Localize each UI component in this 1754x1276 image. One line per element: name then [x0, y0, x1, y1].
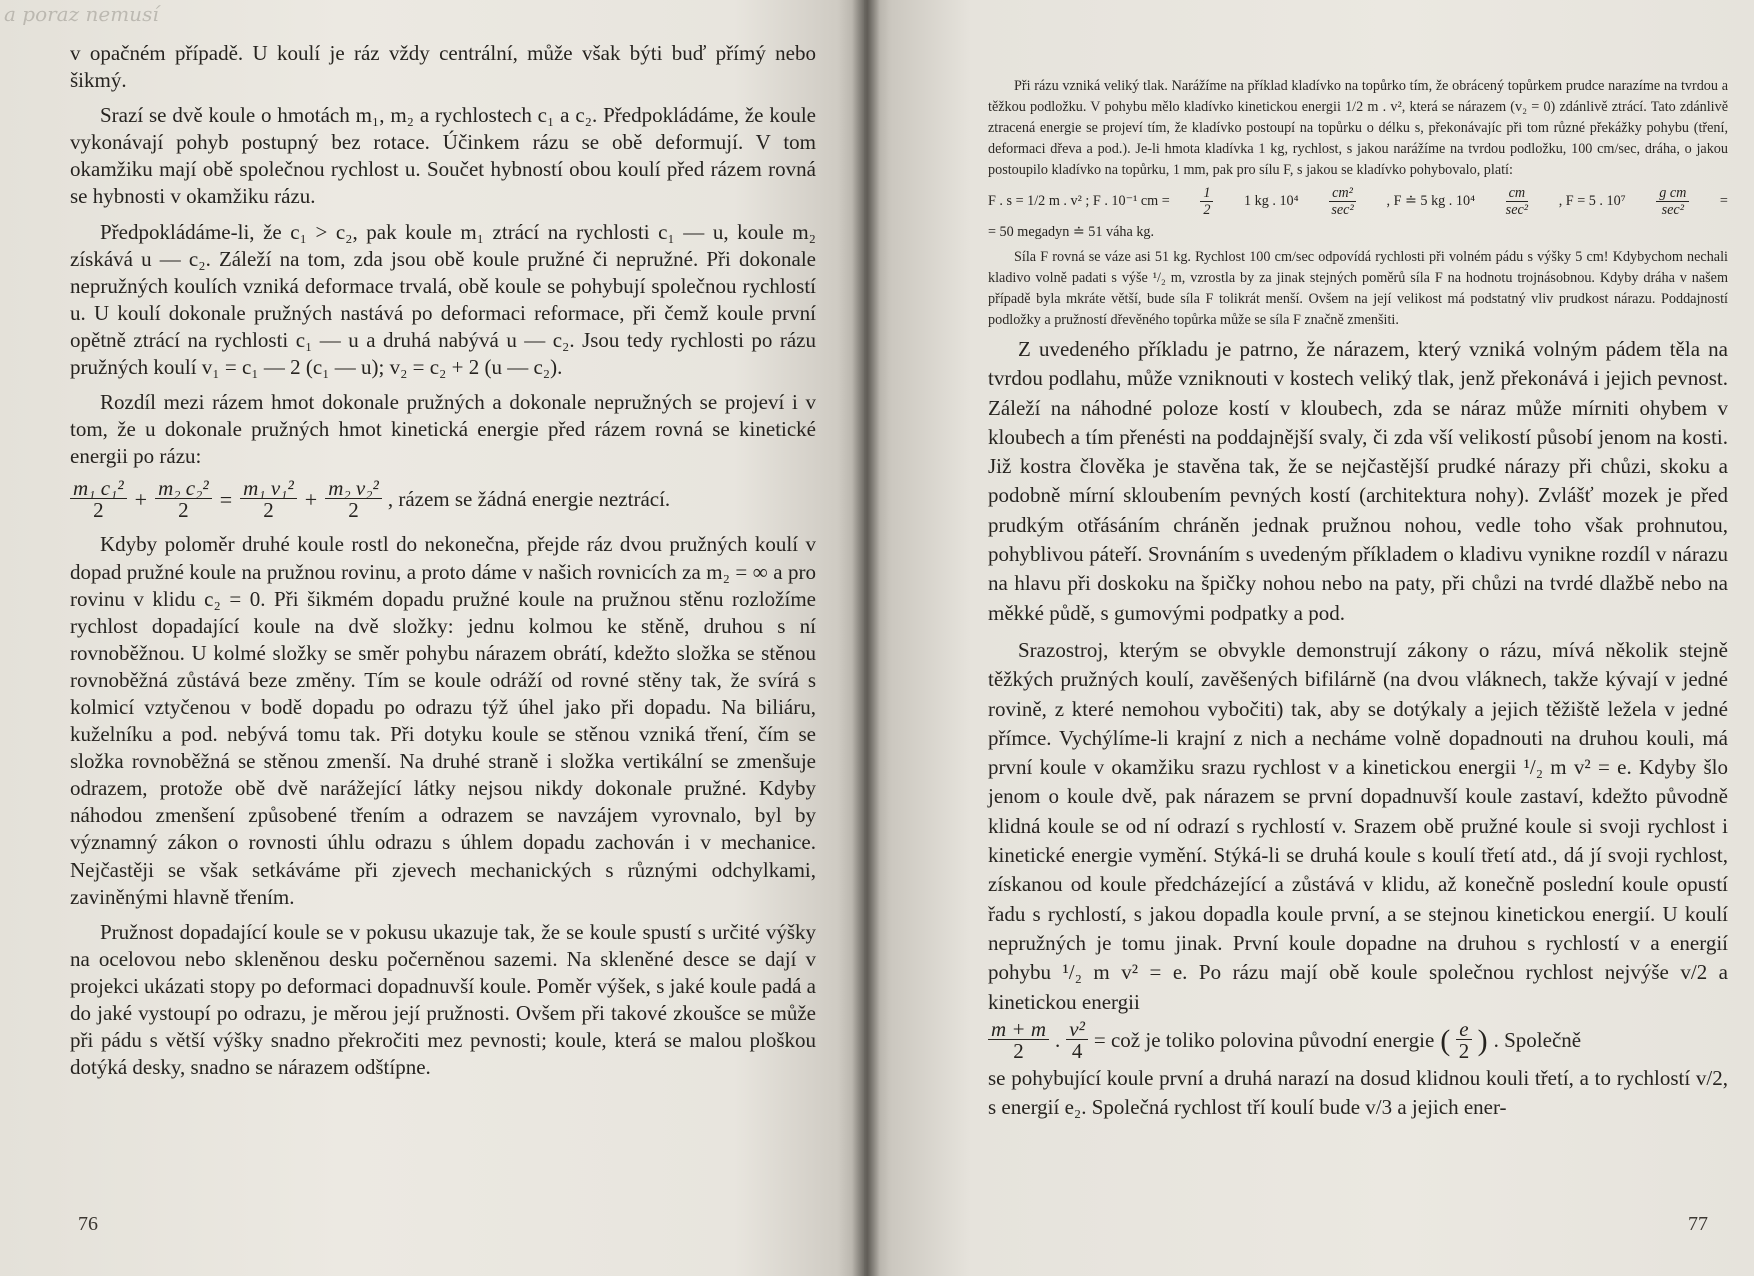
book-gutter — [852, 0, 880, 1276]
formula-term-4: $\frac{\text{m₂ v₂²}}{2}$ — [325, 478, 382, 521]
left-paragraph-1: v opačném případě. U koulí je ráz vždy centrální, může však býti buď přímý nebo šikmý. — [70, 41, 816, 93]
inelastic-energy-formula: $\frac{m + m}{2}$ . $\frac{\text{v²}}{4}$ = což je toliko polovina původní energie ( $\frac{e}{2}$ ) . Společně — [988, 1019, 1728, 1062]
right-page — [864, 0, 1754, 1276]
left-page — [0, 0, 864, 1276]
right-paragraph-3: se pohybující koule první a druhá narazí na dosud klidnou kouli třetí, a to rychlostí v/2, s energií e₂. Společná rychlost tří koulí bude v/3 a jejich ener- — [988, 1065, 1728, 1120]
hammer-force-formula: F . s = 1/2 m . v² ; F . 10⁻¹ cm = $\frac{1}{2}$ 1 kg . 10⁴ $\frac{\text{cm²}}{\text{sec²}}$ , F ≐ 5 kg . 10⁴ $\frac{cm}{\text{sec²}}$ , F = 5 . 10⁷ $\frac{\text{g cm}}{\text{sec²}}$ = — [988, 185, 1728, 218]
formula-trailing-text: , rázem se žádná energie neztrácí. — [387, 487, 671, 512]
formula-term-1: $\frac{\text{m₁ c₁²}}{2}$ — [70, 478, 127, 521]
formula-plus-1: + — [134, 487, 148, 513]
left-paragraph-6: Pružnost dopadající koule se v pokusu ukazuje tak, že se koule spustí s určité výšky na ocelovou nebo skleněnou desku počerněnou sazemi. Na skleněné desce se dají v projekci ukázati stopy po deformaci dopadnuvší koule. Poměr výšek, s jaké koule padá a do jaké vystoupí po odrazu, je měrou její pružnosti. Ovšem při takové zkoušce se může při pádu s větší výšky snadno překročiti mez pevnosti; koule, která se malou ploškou dotýká desky, snadno se nárazem odštípne. — [70, 919, 816, 1080]
left-paragraph-5: Kdyby poloměr druhé koule rostl do nekonečna, přejde ráz dvou pružných koulí v dopad pružné koule na pružnou rovinu, a proto dáme v našich rovnicích za m₂ = ∞ a pro rovinu v klidu c₂ = 0. Při šikmém dopadu pružné koule na pružnou stěnu rozložíme rychlost dopadající koule na dvě složky: jednu kolmou ke stěně, druhou s ní rovnoběžnou. U kolmé složky se směr pohybu nárazem obrátí, kdežto složka se stěnou rovnoběžná zůstává beze změny. Tím se koule odráží od rovné stěny tak, že svírá s kolmicí vztyčenou v bodě dopadu po odrazu týž úhel jako při dopadu. Na biliáru, kuželníku a pod. nebývá tomu tak. Při dotyku koule se stěnou vzniká tření, čím se složka rovnoběžná se stěnou zmenší. Na druhé straně i složka vertikální se zmenšuje odrazem, protože obě dvě narážející látky nejsou nikdy dokonale pružné. Kdyby náhodou zmenšení způsobené třením a odrazem se navzájem vyrovnalo, byl by významný zákon o rovnosti úhlu odrazu s úhlem dopadu zachován i v mechanice. Nejčastěji se však setkáváme při zjevech mechanických s různými odchylkami, zaviněnými hlavně třením. — [70, 532, 816, 909]
formula-equals: = — [219, 487, 233, 513]
small-paragraph-2: Síla F rovná se váze asi 51 kg. Rychlost 100 cm/sec odpovídá rychlosti při volném pádu s výšky 5 cm! Kdybychom nechali kladivo volně padati s výše ¹/₂ m, vzrostla by za jinak stejných poměrů síla F na hodnotu trojnásobnou. Kdyby dráha v našem případě byla mkráte větší, bude síla F tolikrát menší. Ovšem na její velikost má podstatný vliv prudkost nárazu. Poddajností podložky a pružností dřevěného topůrka může se síla F značně zmenšiti. — [988, 249, 1728, 328]
hammer-force-result: = 50 megadyn ≐ 51 váha kg. — [988, 224, 1155, 240]
page-number-left: 76 — [78, 1213, 98, 1235]
left-paragraph-4: Rozdíl mezi rázem hmot dokonale pružných a dokonale nepružných se projeví i v tom, že u dokonale pružných hmot kinetická energie před rázem rovná se kinetické energii po rázu: — [70, 390, 816, 469]
page-number-right: 77 — [1688, 1213, 1708, 1235]
pencil-scribble: a poraz nemusí — [4, 2, 159, 26]
formula-plus-2: + — [304, 487, 318, 513]
left-paragraph-3: Předpokládáme-li, že c₁ > c₂, pak koule m₁ ztrácí na rychlosti c₁ — u, koule m₂ získává u — c₂. Záleží na tom, zda jsou obě koule pružné či nepružné. Při dokonale nepružných koulích vzniká deformace trvalá, obě koule se pohybují společnou rychlostí u. U koulí dokonale pružných nastává po deformaci reformace, při čemž koule první opětně ztrácí na rychlosti c₁ — u a druhá nabývá u — c₂. Jsou tedy rychlosti po rázu pružných koulí v₁ = c₁ — 2 (c₁ — u); v₂ = c₂ + 2 (u — c₂). — [70, 219, 816, 380]
right-paragraph-2: Srazostroj, kterým se obvykle demonstrují zákony o rázu, mívá několik stejně těžkých pružných koulí, zavěšených bifilárně (na dvou vláknech, takže kývají v jedné rovině, z které nemohou vybočiti) tak, aby se dotýkaly a jejich těžiště ležela v jedné přímce. Vychýlíme-li krajní z nich a necháme volně dopadnouti na druhou kouli, má první koule v okamžiku srazu rychlost v a kinetickou energii ¹/₂ m v² = e. Kdyby šlo jenom o koule dvě, pak nárazem se první dopadnuvší koule zastaví, kdežto původně klidná koule se od ní odrazí s rychlostí v. Srazem obě pružné koule si svoji rychlost i kinetické energie vymění. Stýká-li se druhá koule s koulí třetí atd., dá jí svoji rychlost, získanou od koule předcházející a zůstává v klidu, až konečně poslední koule opustí řadu s rychlostí, s jakou dopadla koule první, a se stejnou kinetickou energií. U koulí nepružných je tomu jinak. První koule dopadne na druhou s rychlostí v a energií pohybu ¹/₂ m v² = e. Po rázu mají obě koule společnou rychlost nejvýše v/2 a kinetickou energii — [988, 637, 1728, 1014]
small-paragraph-1: Při rázu vzniká veliký tlak. Narážíme na příklad kladívko na topůrko tím, že obrácený topůrkem prudce narazíme na tvrdou a těžkou podložku. V pohybu mělo kladívko kinetickou energii 1/2 m . v², která se nárazem (v₂ = 0) zdánlivě ztrácí. Tato zdánlivě ztracená energie se projeví tím, že kladívko postoupí na topůrku o délku s, překonávajíc při tom různé překážky pohybu (tření, deformaci dřeva a pod.). Je-li hmota kladívka 1 kg, rychlost, s jakou narážíme na tvrdou podložku, 100 cm/sec, dráha, o jakou postoupilo kladívko na topůrku, 1 mm, pak pro sílu F, s jakou se kladívko pohybovalo, platí: — [988, 78, 1728, 178]
right-text-block — [988, 76, 1728, 1122]
formula-term-2: $\frac{\text{m₂ c₂²}}{2}$ — [155, 478, 212, 521]
right-paragraph-1: Z uvedeného příkladu je patrno, že nárazem, který vzniká volným pádem těla na tvrdou podlahu, může vzniknouti v kostech veliký tlak, jenž překonává i jejich pevnost. Záleží na náhodné poloze kostí v kloubech, zda se náraz může mírniti ohybem v kloubech a tím přenésti na poddajnější svaly, či zda vší velikostí působí jenom na kosti. Již kostra člověka je stavěna tak, že se nejčastější prudké nárazy při chůzi, skoku a podobně mírní skloubením pevných kostí (architektura nohy). Zvlášť mozek je před prudkým otřásáním chráněn jednak pružnou nohou, vedle toho však prohnutou, pohyblivou páteří. Srovnáním s uvedeným příkladem o kladivu vynikne rozdíl v nárazu na hlavu při doskoku na špičky nohou nebo na paty, při chůzi na tvrdé dlažbě nebo na měkké půdě, s gumovými podpatky a pod. — [988, 337, 1728, 625]
kinetic-energy-formula — [70, 478, 816, 521]
formula-term-3: $\frac{\text{m₁ v₁²}}{2}$ — [240, 478, 297, 521]
left-paragraph-2: Srazí se dvě koule o hmotách m₁, m₂ a rychlostech c₁ a c₂. Předpokládáme, že koule vykonávají pohyb postupný bez rotace. Účinkem rázu se obě deformují. V tom okamžiku mají obě společnou rychlost u. Součet hybností obou koulí před rázem rovná se hybnosti v okamžiku rázu. — [70, 103, 816, 209]
